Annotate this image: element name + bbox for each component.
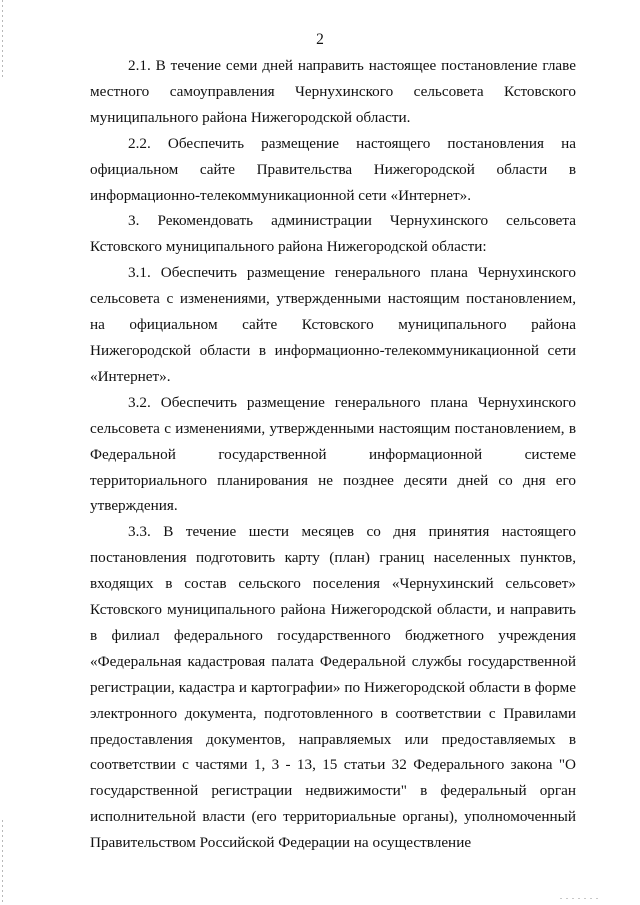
paragraph-3: 3. Рекомендовать администрации Чернухинского сельсовета Кстовского муниципального района Нижегородской области: (90, 212, 576, 256)
scan-edge-mark-bottom (2, 820, 3, 905)
paragraph-2-1: 2.1. В течение семи дней направить настоящее постановление главе местного самоуправления Чернухинского сельсовета Кстовского муниципального района Нижегородской области. (90, 57, 576, 126)
paragraph-3-1: 3.1. Обеспечить размещение генерального плана Чернухинского сельсовета с изменениями, утвержденными настоящим постановлением, на официальном сайте Кстовского муниципального района Нижегородской области в информационно-телекоммуникационной сети «Интернет». (90, 264, 576, 385)
paragraph-3-2: 3.2. Обеспечить размещение генерального плана Чернухинского сельсовета с изменениями, утвержденными настоящим постановлением, в Федеральной государственной информационной системе территориального планирования не позднее десяти дней со дня его утверждения. (90, 393, 576, 515)
page-number: 2 (316, 31, 324, 48)
paragraph-3-3: 3.3. В течение шести месяцев со дня принятия настоящего постановления подготовить карту (план) границ населенных пунктов, входящих в состав сельского поселения «Чернухинский сельсовет» Кстовского муниципального района Нижегородской области, и направить в филиал федерального государственного бюджетного учреждения «Федеральная кадастровая палата Федеральной службы государственной регистрации, кадастра и картографии» по Нижегородской области в форме электронного документа, подготовленного в соответствии с Правилами предоставления документов, направляемых или предоставляемых в соответствии с частями 1, 3 - 13, 15 статьи 32 Федерального закона "О государственной регистрации недвижимости" в федеральный орган исполнительной власти (его территориальные органы), уполномоченный Правительством Российской Федерации на осуществление (90, 523, 576, 852)
paragraph-2-2: 2.2. Обеспечить размещение настоящего постановления на официальном сайте Правительства Нижегородской области в информационно-телекоммуникационной сети «Интернет». (90, 134, 576, 204)
scan-edge-mark-bottom-right (560, 898, 600, 899)
document-body (90, 53, 576, 856)
